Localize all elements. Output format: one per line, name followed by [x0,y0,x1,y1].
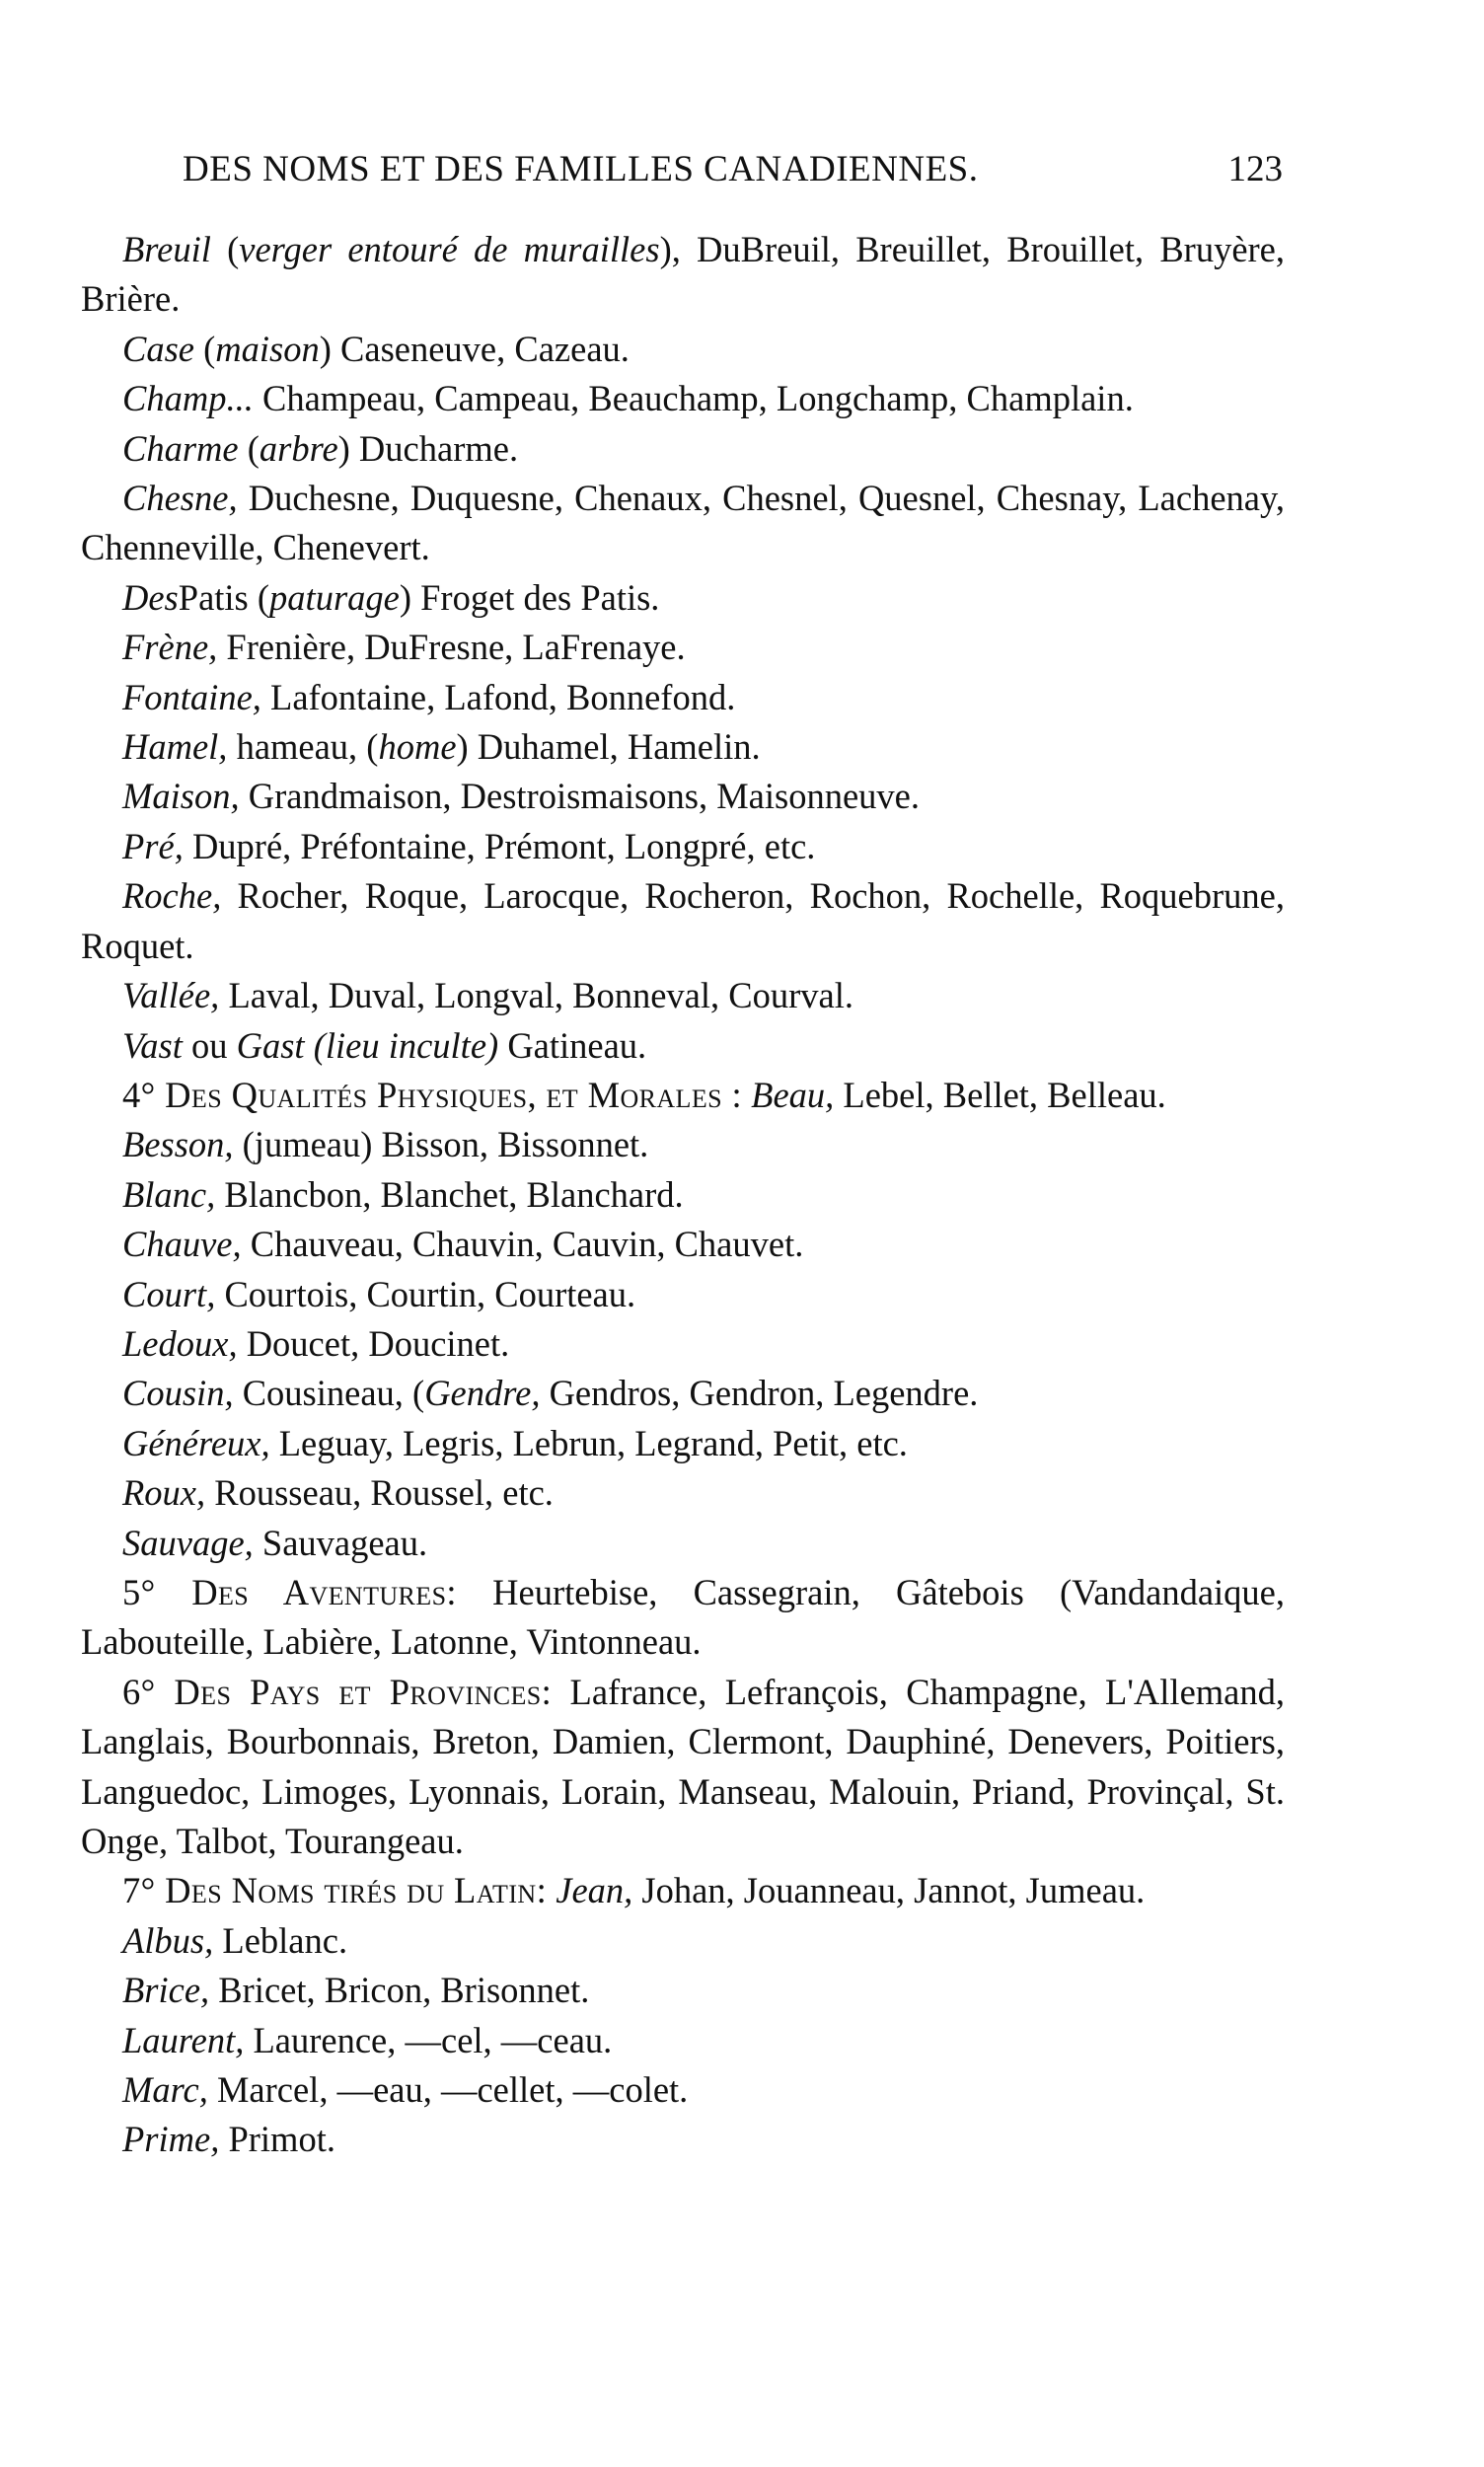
entry-keyword: Breuil [122,229,211,269]
entry-keyword: Beau, [751,1074,835,1115]
section-qualites [81,1071,1285,1120]
entry-keyword: Roche, [122,875,222,917]
entry-keyword: Frène, [122,627,218,668]
entry-court [81,1270,1285,1319]
entry-frene [81,623,1285,672]
entry-keyword: Blanc, [122,1173,216,1215]
entry-cousin [81,1369,1285,1418]
entry-blanc [81,1170,1285,1220]
entry-text: Johan, Jouanneau, Jannot, Jumeau. [632,1870,1146,1911]
entry-gloss: Gendre, [424,1373,541,1414]
entry-text: ( [210,229,240,269]
entry-keyword: Prime, [122,2119,220,2160]
entry-text: Lafontaine, Lafond, Bonnefond. [260,676,736,717]
entry-text: ), DuBreuil, Breuillet, Brouillet, Bruyère, Brière. [81,229,1286,320]
entry-pre [81,822,1285,871]
entry-text: Patis ( [178,576,270,618]
entry-gloss: home [378,726,457,768]
entry-text: Rousseau, Roussel, etc. [205,1472,554,1514]
entry-text: (jumeau) Bisson, Bissonnet. [233,1124,649,1165]
section-pays [81,1668,1285,1867]
entry-keyword: Pré, [122,825,184,866]
entry-keyword: Laurent, [122,2019,245,2060]
entry-vallee [81,971,1285,1020]
entry-besson [81,1120,1285,1169]
entry-text: Leguay, Legris, Lebrun, Legrand, Petit, etc. [269,1422,908,1463]
entry-vast [81,1021,1285,1071]
entry-text: hameau, ( [227,726,379,768]
entry-keyword: Marc, [122,2069,208,2111]
page-header [183,148,1283,197]
entry-text: Primot. [219,2119,335,2160]
entry-ledoux [81,1319,1285,1369]
entry-sauvage [81,1519,1285,1568]
entry-keyword: Albus, [122,1919,214,1961]
entry-text: ou [182,1024,237,1066]
entry-hamel [81,722,1285,772]
entry-gloss: maison [215,328,320,369]
entry-brice [81,1966,1285,2015]
entry-keyword: Vast [122,1024,183,1066]
section-latin [81,1866,1285,1915]
entry-text: Courtois, Courtin, Courteau. [215,1273,636,1314]
entry-text: Lebel, Bellet, Belleau. [834,1074,1166,1115]
entry-case [81,325,1285,374]
entry-keyword: Sauvage, [122,1522,254,1563]
entry-chesne [81,474,1285,573]
entry-text: Cousineau, ( [233,1373,425,1414]
page-number: 123 [1227,149,1283,189]
entry-keyword: Champ... [122,378,254,419]
entry-text: Laurence, —cel, —ceau. [244,2019,613,2060]
entry-text: ) Ducharme. [337,427,519,469]
entry-keyword: Case [122,328,194,369]
running-title: DES NOMS ET DES FAMILLES CANADIENNES. [183,149,979,189]
entry-keyword: Des [122,576,179,618]
entry-gloss: arbre [259,427,338,469]
entry-text: ( [238,427,260,469]
entry-keyword: Fontaine, [122,676,261,717]
entry-keyword: Chauve, [122,1224,242,1265]
section-heading: 6° Des Pays et Provinces: [122,1671,553,1712]
entry-text: Rocher, Roque, Larocque, Rocheron, Rochon, Rochelle, Roquebrune, Roquet. [81,875,1285,966]
entry-text: Leblanc. [213,1919,348,1961]
entry-keyword: Roux, [122,1472,206,1514]
entry-text: Lafrance, Lefrançois, Champagne, L'Allemand, Langlais, Bourbonnais, Breton, Damien, Clermont, Dauphiné, Denevers, Poitiers, Languedoc, Limoges, Lyonnais, Lorain, Manseau, Malouin, Priand, Provinçal, St. Onge, Talbot, Tourangeau. [81,1671,1285,1861]
entry-roche [81,871,1285,971]
entry-text: ) Caseneuve, Cazeau. [319,328,630,369]
entry-keyword: Cousin, [122,1373,234,1414]
entry-keyword: Charme [122,427,239,469]
entry-text: Chauveau, Chauvin, Cauvin, Chauvet. [241,1224,804,1265]
entry-roux [81,1468,1285,1518]
entry-text: Marcel, —eau, —cellet, —colet. [207,2069,689,2111]
entry-keyword: Ledoux, [122,1322,238,1364]
body-text [81,225,1285,2165]
section-heading: 7° Des Noms tirés du Latin: [122,1870,548,1911]
entry-gloss: verger entouré de murailles [239,229,660,269]
entry-text: Dupré, Préfontaine, Prémont, Longpré, etc. [183,825,816,866]
section-heading: 4° Des Qualités Physiques, et Morales : [122,1074,743,1115]
entry-genereux [81,1419,1285,1468]
entry-text: Gatineau. [498,1024,647,1066]
entry-gloss: Gast (lieu inculte) [236,1024,499,1066]
entry-prime [81,2115,1285,2164]
entry-text: Sauvageau. [253,1522,428,1563]
entry-text: Grandmaison, Destroismaisons, Maisonneuve. [239,776,920,817]
entry-charme [81,424,1285,474]
entry-laurent [81,2016,1285,2065]
entry-fontaine [81,673,1285,722]
entry-text: Gendros, Gendron, Legendre. [540,1373,979,1414]
entry-chauve [81,1220,1285,1269]
entry-keyword: Généreux, [122,1422,270,1463]
entry-text: Heurtebise, Cassegrain, Gâtebois (Vandandaique, Labouteille, Labière, Latonne, Vintonneau. [81,1571,1285,1663]
entry-marc [81,2065,1285,2115]
entry-text: Duchesne, Duquesne, Chenaux, Chesnel, Quesnel, Chesnay, Lachenay, Chenneville, Chenevert. [81,478,1285,568]
entry-text: Laval, Duval, Longval, Bonneval, Courval. [219,975,853,1016]
entry-albus [81,1916,1285,1966]
entry-text: Frenière, DuFresne, LaFrenaye. [217,627,686,668]
entry-keyword: Maison, [122,776,240,817]
entry-text: Blancbon, Blanchet, Blanchard. [215,1173,684,1215]
entry-breuil [81,225,1285,325]
section-aventures [81,1568,1285,1668]
entry-maison [81,772,1285,821]
entry-despatis [81,573,1285,623]
entry-text: ( [194,328,216,369]
entry-text: ) Froget des Patis. [399,576,660,618]
entry-text: Bricet, Bricon, Brisonnet. [209,1970,590,2011]
entry-keyword: Brice, [122,1970,210,2011]
entry-gloss: paturage [269,576,400,618]
entry-keyword: Jean, [547,1870,633,1911]
entry-keyword: Vallée, [122,975,220,1016]
entry-champ [81,374,1285,423]
entry-keyword: Chesne, [122,478,238,519]
entry-text: ) Duhamel, Hamelin. [456,726,761,768]
entry-keyword: Court, [122,1273,216,1314]
entry-text: Champeau, Campeau, Beauchamp, Longchamp, Champlain. [253,378,1134,419]
entry-keyword: Hamel, [122,726,228,768]
entry-text: Doucet, Doucinet. [237,1322,510,1364]
section-heading: 5° Des Aventures: [122,1571,457,1612]
entry-keyword: Besson, [122,1124,234,1165]
